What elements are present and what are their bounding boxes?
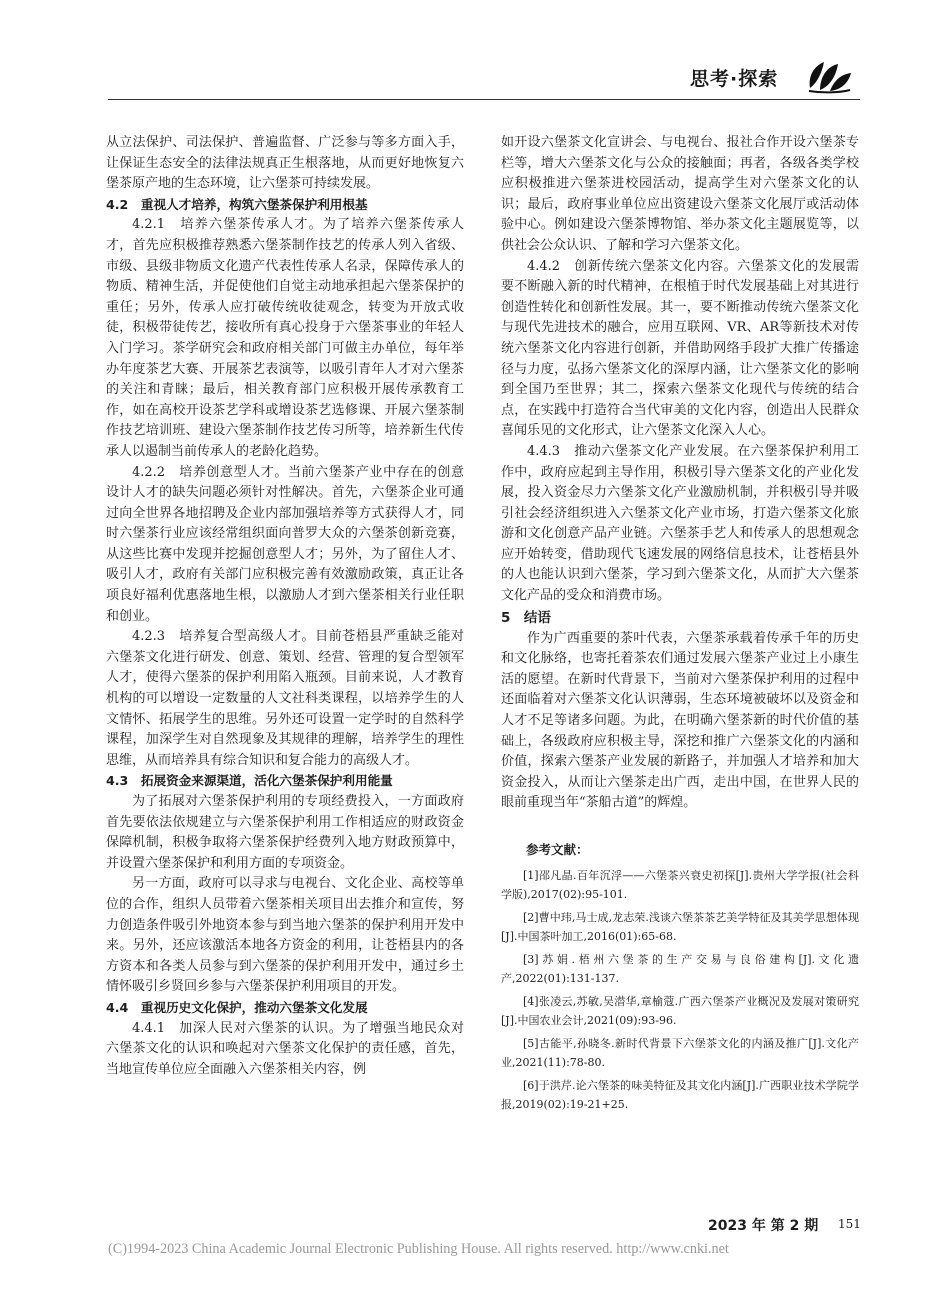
section-title: 思考·探索 bbox=[690, 68, 779, 90]
section-heading-4-2: 4.2 重视人才培养，构筑六堡茶保护利用根基 bbox=[106, 196, 368, 212]
reference-item: [2]曹中玮,马士成,龙志荣.浅谈六堡茶茶艺美学特征及其美学思想体现[J].中国茶叶加工,2016(01):65-68. bbox=[501, 911, 859, 943]
paragraph: 4.2.1 培养六堡茶传承人才。为了培养六堡茶传承人才，首先应积极推荐熟悉六堡茶制作技艺的传承人列入省级、市级、县级非物质文化遗产代表性传承人名录，保障传承人的物质、精神生活，并促使他们自觉主动地承担起六堡茶保护的重任；另外，传承人应打破传统收徒观念，转变为开放式收徒，积极带徒传艺，接收所有真心投身于六堡茶事业的年轻人入门学习。茶学研究会和政府相关部门可做主办单位，每年举办年度茶艺大赛、开展茶艺表演等，以吸引青年人才对六堡茶的关注和青睐；最后，相关教育部门应积极开展传承教育工作，如在高校开设茶艺学科或增设茶艺选修课、开展六堡茶制作技艺培训班、建设六堡茶制作技艺传习所等，培养新生代传承人以遏制当前传承人的老龄化趋势。 bbox=[106, 217, 464, 459]
paragraph: 作为广西重要的茶叶代表，六堡茶承载着传承千年的历史和文化脉络，也寄托着茶农们通过发展六堡茶产业过上小康生活的愿望。在新时代背景下，当前对六堡茶保护利用的过程中还面临着对六堡茶文化认识薄弱，生态环境被破坏以及资金和人才不足等诸多问题。为此，在明确六堡茶新的时代价值的基础上，各级政府应积极主导，深挖和推广六堡茶文化的内涵和价值，探索六堡茶产业发展的新路子，并加强人才培养和加大资金投入，从而让六堡茶走出广西，走出中国，在世界人民的眼前重现当年“茶船古道”的辉煌。 bbox=[501, 630, 859, 811]
paragraph: 4.4.2 创新传统六堡茶文化内容。六堡茶文化的发展需要不断融入新的时代精神，在根植于时代发展基础上对其进行创造性转化和创新性发展。其一，要不断推动传统六堡茶文化与现代先进技术的融合，应用互联网、VR、AR等新技术对传统六堡茶文化内容进行创新，并借助网络手段扩大推广传播途径与力度，弘扬六堡茶文化的深厚内涵，让六堡茶文化的影响到全国乃至世界；其二，探索六堡茶文化现代与传统的结合点，在实践中打造符合当代审美的文化内容，创造出人民群众喜闻乐见的文化形式，让六堡茶文化深入人心。 bbox=[501, 258, 859, 439]
references-heading: 参考文献： bbox=[526, 842, 589, 857]
paragraph: 从立法保护、司法保护、普遍监督、广泛参与等多方面入手，让保证生态安全的法律法规真正生根落地，从而更好地恢复六堡茶原产地的生态环境，让六堡茶可持续发展。 bbox=[106, 135, 464, 192]
paragraph: 另一方面，政府可以寻求与电视台、文化企业、高校等单位的合作，组织人员带着六堡茶相关项目出去推介和宣传，努力创造条件吸引外地资本参与到当地六堡茶的保护利用开发中来。另外，还应该激活本地各方资金的利用，让苍梧县内的各方资本和各类人员参与到六堡茶的保护利用开发中，通过乡土情怀吸引乡贤回乡参与六堡茶保护利用项目的开发。 bbox=[106, 876, 464, 995]
reference-item: [1]邵凡晶.百年沉浮——六堡茶兴衰史初探[J].贵州大学学报(社会科学版),2017(02):95-101. bbox=[501, 869, 859, 901]
reference-item: [6]于洪芹.论六堡茶的味美特征及其文化内涵[J].广西职业技术学院学报,2019(02):19-21+25. bbox=[501, 1079, 859, 1111]
paragraph: 4.2.3 培养复合型高级人才。目前苍梧县严重缺乏能对六堡茶文化进行研发、创意、策划、经营、管理的复合型领军人才，使得六堡茶的保护利用陷入瓶颈。目前来说，人才教育机构的可以增设一定数量的人文社科类课程，以培养学生的人文情怀、拓展学生的思维。另外还可设置一定学时的自然科学课程，加深学生对自然现象及其规律的理解，培养学生的理性思维，从而培养具有综合知识和复合能力的高级人才。 bbox=[106, 629, 464, 768]
section-heading-4-4: 4.4 重视历史文化保护，推动六堡茶文化发展 bbox=[106, 999, 368, 1015]
paragraph: 为了拓展对六堡茶保护利用的专项经费投入，一方面政府首先要依法依规建立与六堡茶保护利用工作相适应的财政资金保障机制，积极争取将六堡茶保护经费列入地方财政预算中，并设置六堡茶保护和利用方面的专项资金。 bbox=[106, 794, 464, 871]
header-divider bbox=[108, 99, 860, 100]
copyright-watermark: (C)1994-2023 China Academic Journal Electronic Publishing House. All rights reserved. http://www.cnki.net bbox=[108, 1241, 729, 1257]
leaf-logo-icon bbox=[806, 58, 852, 94]
section-heading-4-3: 4.3 拓展资金来源渠道，活化六堡茶保护利用能量 bbox=[106, 773, 393, 789]
references-list bbox=[501, 866, 859, 1114]
reference-item: [3]苏娟.梧州六堡茶的生产交易与良俗建构[J].文化遗产,2022(01):131-137. bbox=[501, 953, 859, 985]
reference-item: [5]古能平,孙晓冬.新时代背景下六堡茶文化的内涵及推广[J].文化产业,2021(11):78-80. bbox=[501, 1037, 859, 1069]
paragraph: 如开设六堡茶文化宣讲会、与电视台、报社合作开设六堡茶专栏等，增大六堡茶文化与公众的接触面；再者，各级各类学校应积极推进六堡茶进校园活动，提高学生对六堡茶文化的认识；最后，政府事业单位应出资建设六堡茶文化展厅或活动体验中心。例如建设六堡茶博物馆、举办茶文化主题展览等，以供社会公众认识、了解和学习六堡茶文化。 bbox=[501, 135, 859, 253]
paragraph: 4.4.1 加深人民对六堡茶的认识。为了增强当地民众对六堡茶文化的认识和唤起对六堡茶文化保护的责任感，首先，当地宣传单位应全面融入六堡茶相关内容，例 bbox=[106, 1020, 464, 1077]
paragraph: 4.4.3 推动六堡茶文化产业发展。在六堡茶保护利用工作中，政府应起到主导作用，积极引导六堡茶文化的产业化发展，投入资金尽力六堡茶文化产业激励机制，并积极引导并吸引社会经济组织进入六堡茶文化产业市场，打造六堡茶文化旅游和文化创意产品产业链。六堡茶手艺人和传承人的思想观念应开始转变，借助现代飞速发展的网络信息技术，让苍梧县外的人也能认识到六堡茶，学习到六堡茶文化，从而扩大六堡茶文化产品的受众和消费市场。 bbox=[501, 443, 859, 604]
left-column bbox=[106, 133, 464, 1080]
reference-item: [4]张凌云,苏敏,吴潜华,章榆蔻.广西六堡茶产业概况及发展对策研究[J].中国农业会计,2021(09):93-96. bbox=[501, 995, 859, 1027]
page-number: 151 bbox=[838, 1217, 861, 1231]
right-column bbox=[501, 133, 859, 1118]
paragraph: 4.2.2 培养创意型人才。当前六堡茶产业中存在的创意设计人才的缺失问题必须针对性解决。首先，六堡茶企业可通过向全世界各地招聘及企业内部加强培养等方式获得人才，同时六堡茶行业应该经常组织面向普罗大众的六堡茶创新竞赛，从这些比赛中发现并挖掘创意型人才；另外，为了留住人才、吸引人才，政府有关部门应积极完善有效激励政策，真正让各项良好福利优惠落地生根，以激励人才到六堡茶相关行业任职和创业。 bbox=[106, 464, 464, 624]
issue-label: 2023 年 第 2 期 bbox=[708, 1218, 819, 1234]
section-heading-5: 5 结语 bbox=[501, 609, 551, 626]
